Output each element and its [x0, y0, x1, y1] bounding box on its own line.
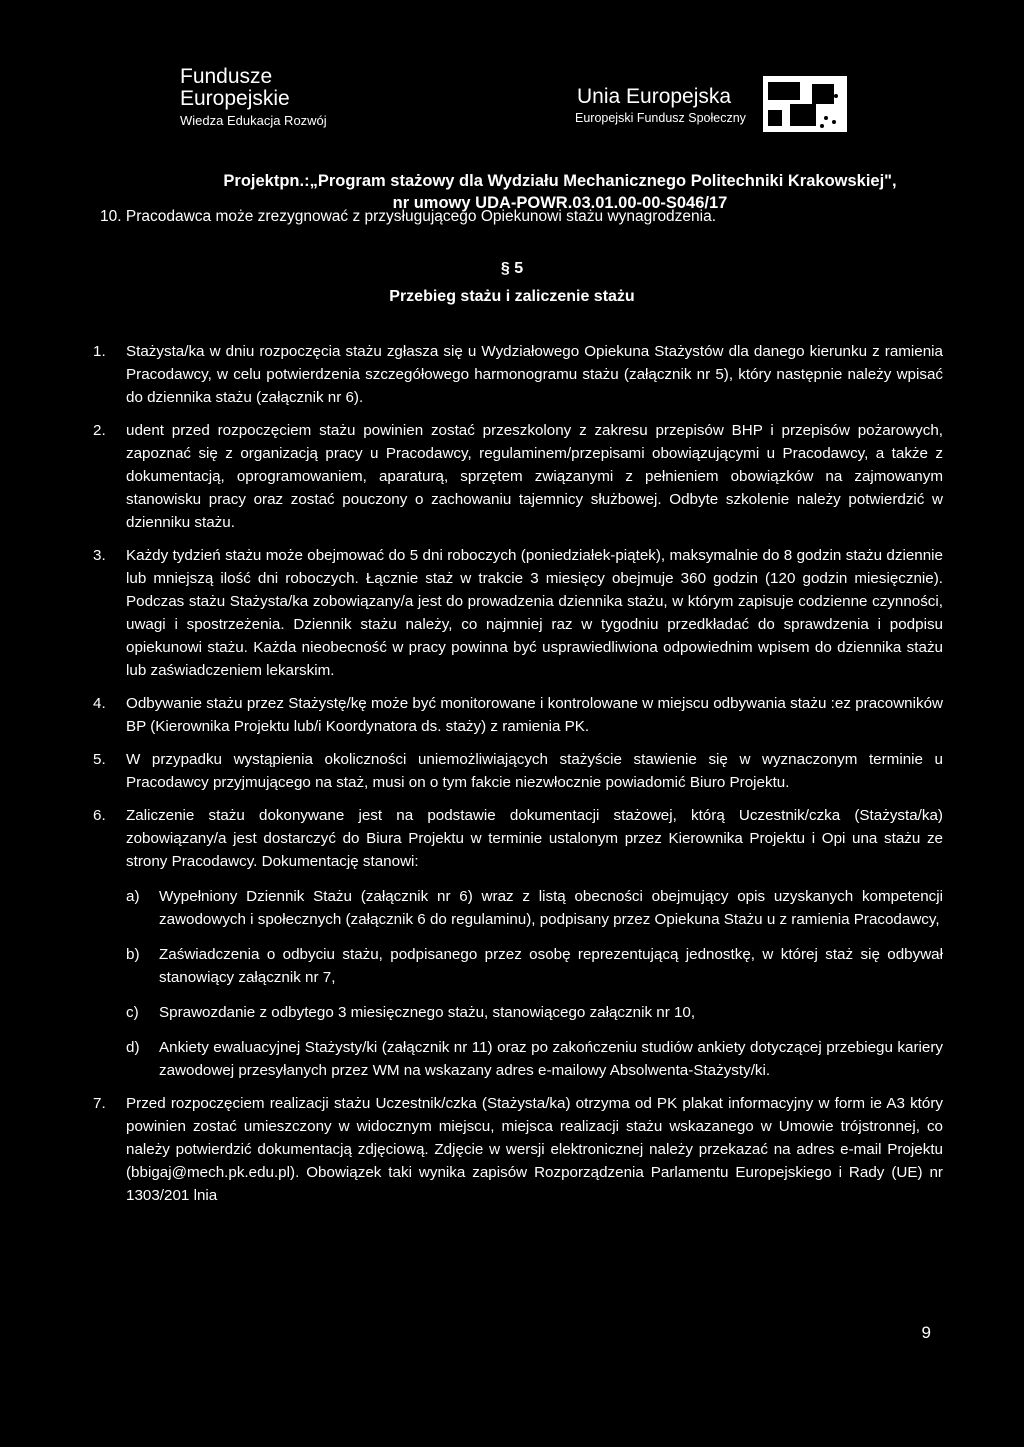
- eu-subtitle: Europejski Fundusz Społeczny: [575, 111, 746, 125]
- list-item-number: 7.: [93, 1095, 106, 1112]
- list-item-text: Stażysta/ka w dniu rozpoczęcia stażu zgłasza się u Wydziałowego Opiekuna Stażystów dla danego kierunku z ramienia Pracodawcy, w celu potwierdzenia szczegółowego harmonogramu stażu (załącznik nr 5), który następnie należy wpisać do dziennika stażu (załącznik nr 6).: [126, 343, 943, 406]
- list-item-text: Przed rozpoczęciem realizacji stażu Uczestnik/czka (Stażysta/ka) otrzyma od PK plakat informacyjny w form ie A3 który powinien zostać umieszczony w widocznym miejscu, miejsca realizacji stażu wskazanego w Umowie trójstronnej, co należy potwierdzić dokumentacją zdjęciową. Zdjęcie w wersji elektronicznej należy przekazać na adres e-mail Projektu (bbigaj@mech.pk.edu.pl). Obowiązek taki wynika zapisów Rozporządzenia Parlamentu Europejskiego i Rady (UE) nr 1303/201 lnia: [126, 1095, 943, 1204]
- eu-logo-text: [575, 86, 746, 125]
- section-mark: § 5: [500, 260, 524, 277]
- sub-item-letter: b): [126, 946, 140, 963]
- previous-item-text: Pracodawca może zrezygnować z przysługującego Opiekunowi stażu wynagrodzenia.: [125, 208, 717, 225]
- sub-item-letter: d): [126, 1039, 140, 1056]
- funds-title-line1: Fundusze: [180, 65, 273, 88]
- sub-item: [126, 885, 943, 931]
- sub-item-letter: a): [126, 888, 140, 905]
- list-item-number: 3.: [93, 547, 106, 564]
- list-item-number: 1.: [93, 343, 106, 360]
- list-item-number: 2.: [93, 422, 106, 439]
- section-title: Przebieg stażu i zaliczenie stażu: [389, 288, 635, 305]
- page-number: 9: [921, 1323, 931, 1342]
- list-item-text: Zaliczenie stażu dokonywane jest na podstawie dokumentacji stażowej, którą Uczestnik/czka (Stażysta/ka) zobowiązany/a jest dostarczyć do Biura Projektu w terminie ustalonym przez Kierownika Projektu i Opi una stażu ze strony Pracodawcy. Dokumentację stanowi:: [126, 807, 943, 870]
- list-item-number: 4.: [93, 695, 106, 712]
- list-item-text: udent przed rozpoczęciem stażu powinien zostać przeszkolony z zakresu przepisów BHP i przepisów pożarowych, zapoznać się z organizacją pracy u Pracodawcy, regulaminem/przepisami obowiązującymi u Pracodawcy, a także z dokumentacją, oprogramowaniem, aparaturą, sprzętem związanymi z pełnieniem obowiązków na zajmowanym stanowisku pracy oraz zostać pouczony o zachowaniu tajemnicy służbowej. Odbyte szkolenie należy potwierdzić w dzienniku stażu.: [126, 422, 943, 531]
- list-item-number: 5.: [93, 751, 106, 768]
- project-contract: nr umowy UDA-POWR.03.01.00-00-S046/17: [392, 194, 728, 212]
- list-item-text: Każdy tydzień stażu może obejmować do 5 dni roboczych (poniedziałek-piątek), maksymalnie do 8 godzin stażu dziennie lub mniejszą ilość dni roboczych. Łącznie staż w trakcie 3 miesięcy obejmuje 360 godzin (120 godzin miesięcznie). Podczas stażu Stażysta/ka zobowiązany/a jest do prowadzenia dziennika stażu, w którym zapisuje codzienne czynności, uwagi i spostrzeżenia. Dziennik stażu należy, co najmniej raz w tygodniu przedkładać do sprawdzenia i podpisu opiekunowi stażu. Każda nieobecność w pracy powinna być usprawiedliwiona odpowiednim wpisem do dziennika stażu lub zaświadczeniem lekarskim.: [126, 547, 943, 679]
- sub-item-text: Wypełniony Dziennik Stażu (załącznik nr 6) wraz z listą obecności obejmujący opis uzyskanych kompetencji zawodowych i społecznych (załącznik 6 do regulaminu), podpisany przez Opiekuna Stażu u z ramienia Pracodawcy,: [159, 888, 943, 928]
- list-item-number: 6.: [93, 807, 106, 824]
- list-item: [93, 748, 943, 794]
- list-item-text: W przypadku wystąpienia okoliczności uniemożliwiających stażyście stawienie się w wyznaczonym terminie u Pracodawcy przyjmującego na staż, musi on o tym fakcie niezwłocznie powiadomić Biuro Projektu.: [126, 751, 943, 791]
- funds-title-line2: Europejskie: [180, 87, 290, 110]
- funds-logo-text: [180, 66, 327, 127]
- list-item: [93, 1092, 943, 1207]
- previous-item-10: [100, 208, 716, 226]
- section-items: [93, 340, 943, 1207]
- sub-item-text: Ankiety ewaluacyjnej Stażysty/ki (załącznik nr 11) oraz po zakończeniu studiów ankiety dotyczącej przebiegu kariery zawodowej przesyłanych przez WM na wskazany adres e-mailowy Absolwenta-Stażysty/ki.: [159, 1039, 943, 1079]
- sub-item-letter: c): [126, 1004, 139, 1021]
- sub-item-text: Sprawozdanie z odbytego 3 miesięcznego stażu, stanowiącego załącznik nr 10,: [159, 1004, 696, 1021]
- sub-item: [126, 1001, 943, 1024]
- list-item: [93, 692, 943, 738]
- sub-item-text: Zaświadczenia o odbyciu stażu, podpisanego przez osobę reprezentującą jednostkę, w której staż się odbywał stanowiący załącznik nr 7,: [159, 946, 943, 986]
- list-item: [93, 804, 943, 1082]
- eu-flag-icon: [760, 74, 850, 134]
- project-title: Projektpn.:„Program stażowy dla Wydziału Mechanicznego Politechniki Krakowskiej",: [223, 172, 897, 190]
- funds-subtitle: Wiedza Edukacja Rozwój: [180, 113, 327, 128]
- sub-item: [126, 1036, 943, 1082]
- sub-item: [126, 943, 943, 989]
- list-item: [93, 419, 943, 534]
- list-item-text: Odbywanie stażu przez Stażystę/kę może być monitorowane i kontrolowane w miejscu odbywania stażu :ez pracowników BP (Kierownika Projektu lub/i Koordynatora ds. staży) z ramienia PK.: [126, 695, 943, 735]
- list-item: [93, 340, 943, 409]
- list-item: [93, 544, 943, 682]
- eu-title: Unia Europejska: [577, 85, 732, 108]
- previous-item-number: 10.: [100, 208, 122, 225]
